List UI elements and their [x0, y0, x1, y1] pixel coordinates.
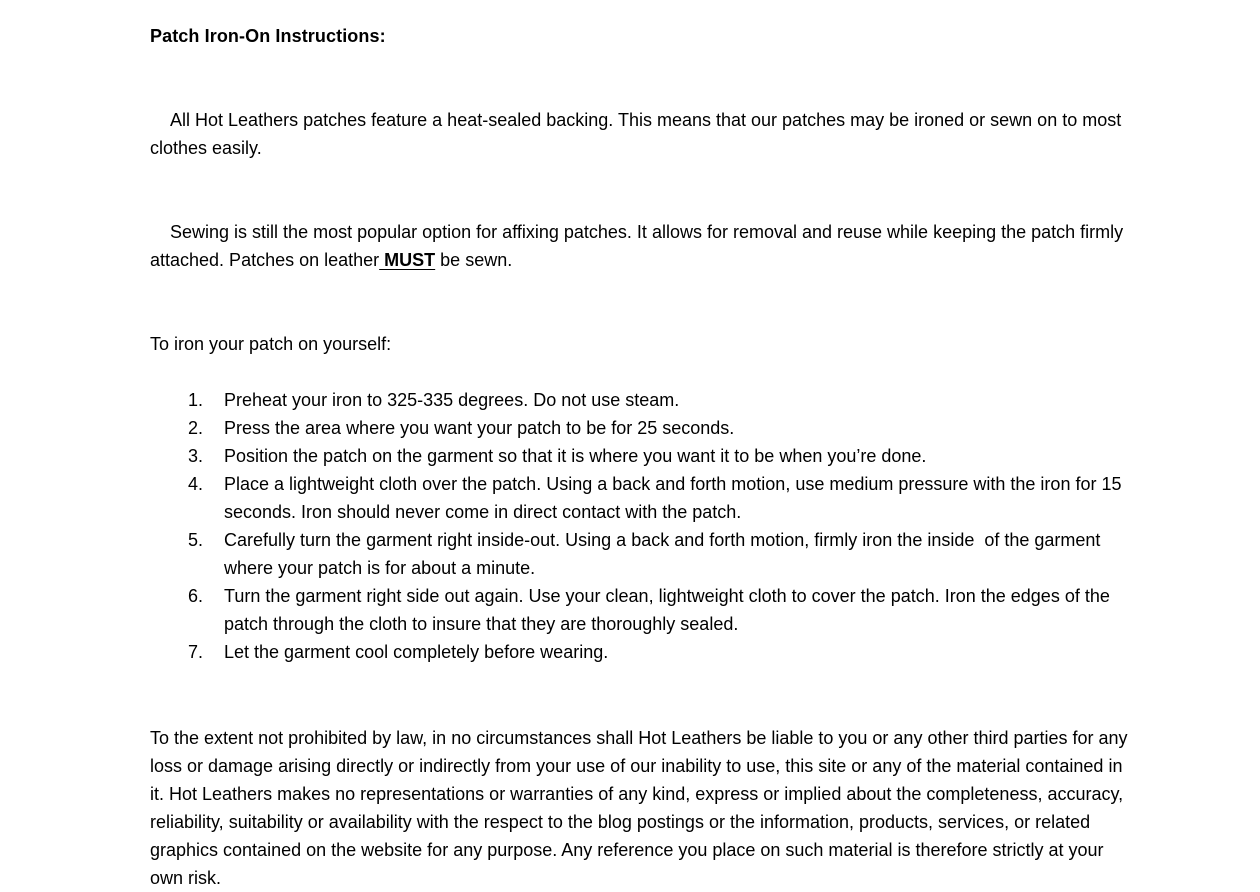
list-item-number: 4.	[188, 474, 204, 494]
list-item-number: 5.	[188, 530, 204, 550]
list-item	[188, 638, 1130, 666]
list-item-text: Carefully turn the garment right inside-out. Using a back and forth motion, firmly iron the inside of the garment where your patch is for about a minute.	[224, 530, 1106, 578]
list-item-text: Place a lightweight cloth over the patch. Using a back and forth motion, use medium pressure with the iron for 15 seconds. Iron should never come in direct contact with the patch.	[224, 474, 1127, 522]
list-item	[188, 526, 1130, 582]
list-item-number: 7.	[188, 642, 204, 662]
list-item-text: Preheat your iron to 325-335 degrees. Do not use steam.	[224, 390, 680, 410]
list-lead-paragraph: To iron your patch on yourself:	[150, 334, 392, 354]
list-item-number: 2.	[188, 418, 204, 438]
instruction-list	[150, 386, 1130, 666]
list-item-text: Turn the garment right side out again. Use your clean, lightweight cloth to cover the patch. Iron the edges of the patch through the cloth to insure that they are thoroughly sealed.	[224, 586, 1115, 634]
list-item-text: Let the garment cool completely before wearing.	[224, 642, 609, 662]
list-item	[188, 414, 1130, 442]
intro-paragraph-2	[150, 190, 1130, 302]
list-item-number: 1.	[188, 390, 204, 410]
intro-paragraph-2-after: be sewn.	[435, 250, 513, 270]
list-item	[188, 470, 1130, 526]
intro-paragraph-1-text: All Hot Leathers patches feature a heat-sealed backing. This means that our patches may be ironed or sewn on to most clothes easily.	[150, 110, 1127, 158]
list-item	[188, 582, 1130, 638]
list-item	[188, 442, 1130, 470]
page-title: Patch Iron-On Instructions:	[150, 26, 386, 46]
list-item-text: Press the area where you want your patch to be for 25 seconds.	[224, 418, 735, 438]
list-item-text: Position the patch on the garment so that it is where you want it to be when you’re done.	[224, 446, 927, 466]
list-item-number: 3.	[188, 446, 204, 466]
list-item	[188, 386, 1130, 414]
intro-paragraph-1	[150, 78, 1130, 190]
must-emphasis-text: MUST	[379, 250, 436, 270]
legal-disclaimer-paragraph: To the extent not prohibited by law, in no circumstances shall Hot Leathers be liable to you or any other third parties for any loss or damage arising directly or indirectly from your use of our inability to use, this site or any of the material contained in it. Hot Leathers makes no representations or warranties of any kind, express or implied about the completeness, accuracy, reliability, suitability or availability with the respect to the blog postings or the information, products, services, or related graphics contained on the website for any purpose. Any reference you place on such material is therefore strictly at your own risk.	[150, 728, 1133, 888]
intro-paragraph-2-before: Sewing is still the most popular option for affixing patches. It allows for removal and reuse while keeping the patch firmly attached. Patches on leather	[150, 222, 1129, 270]
list-item-number: 6.	[188, 586, 204, 606]
